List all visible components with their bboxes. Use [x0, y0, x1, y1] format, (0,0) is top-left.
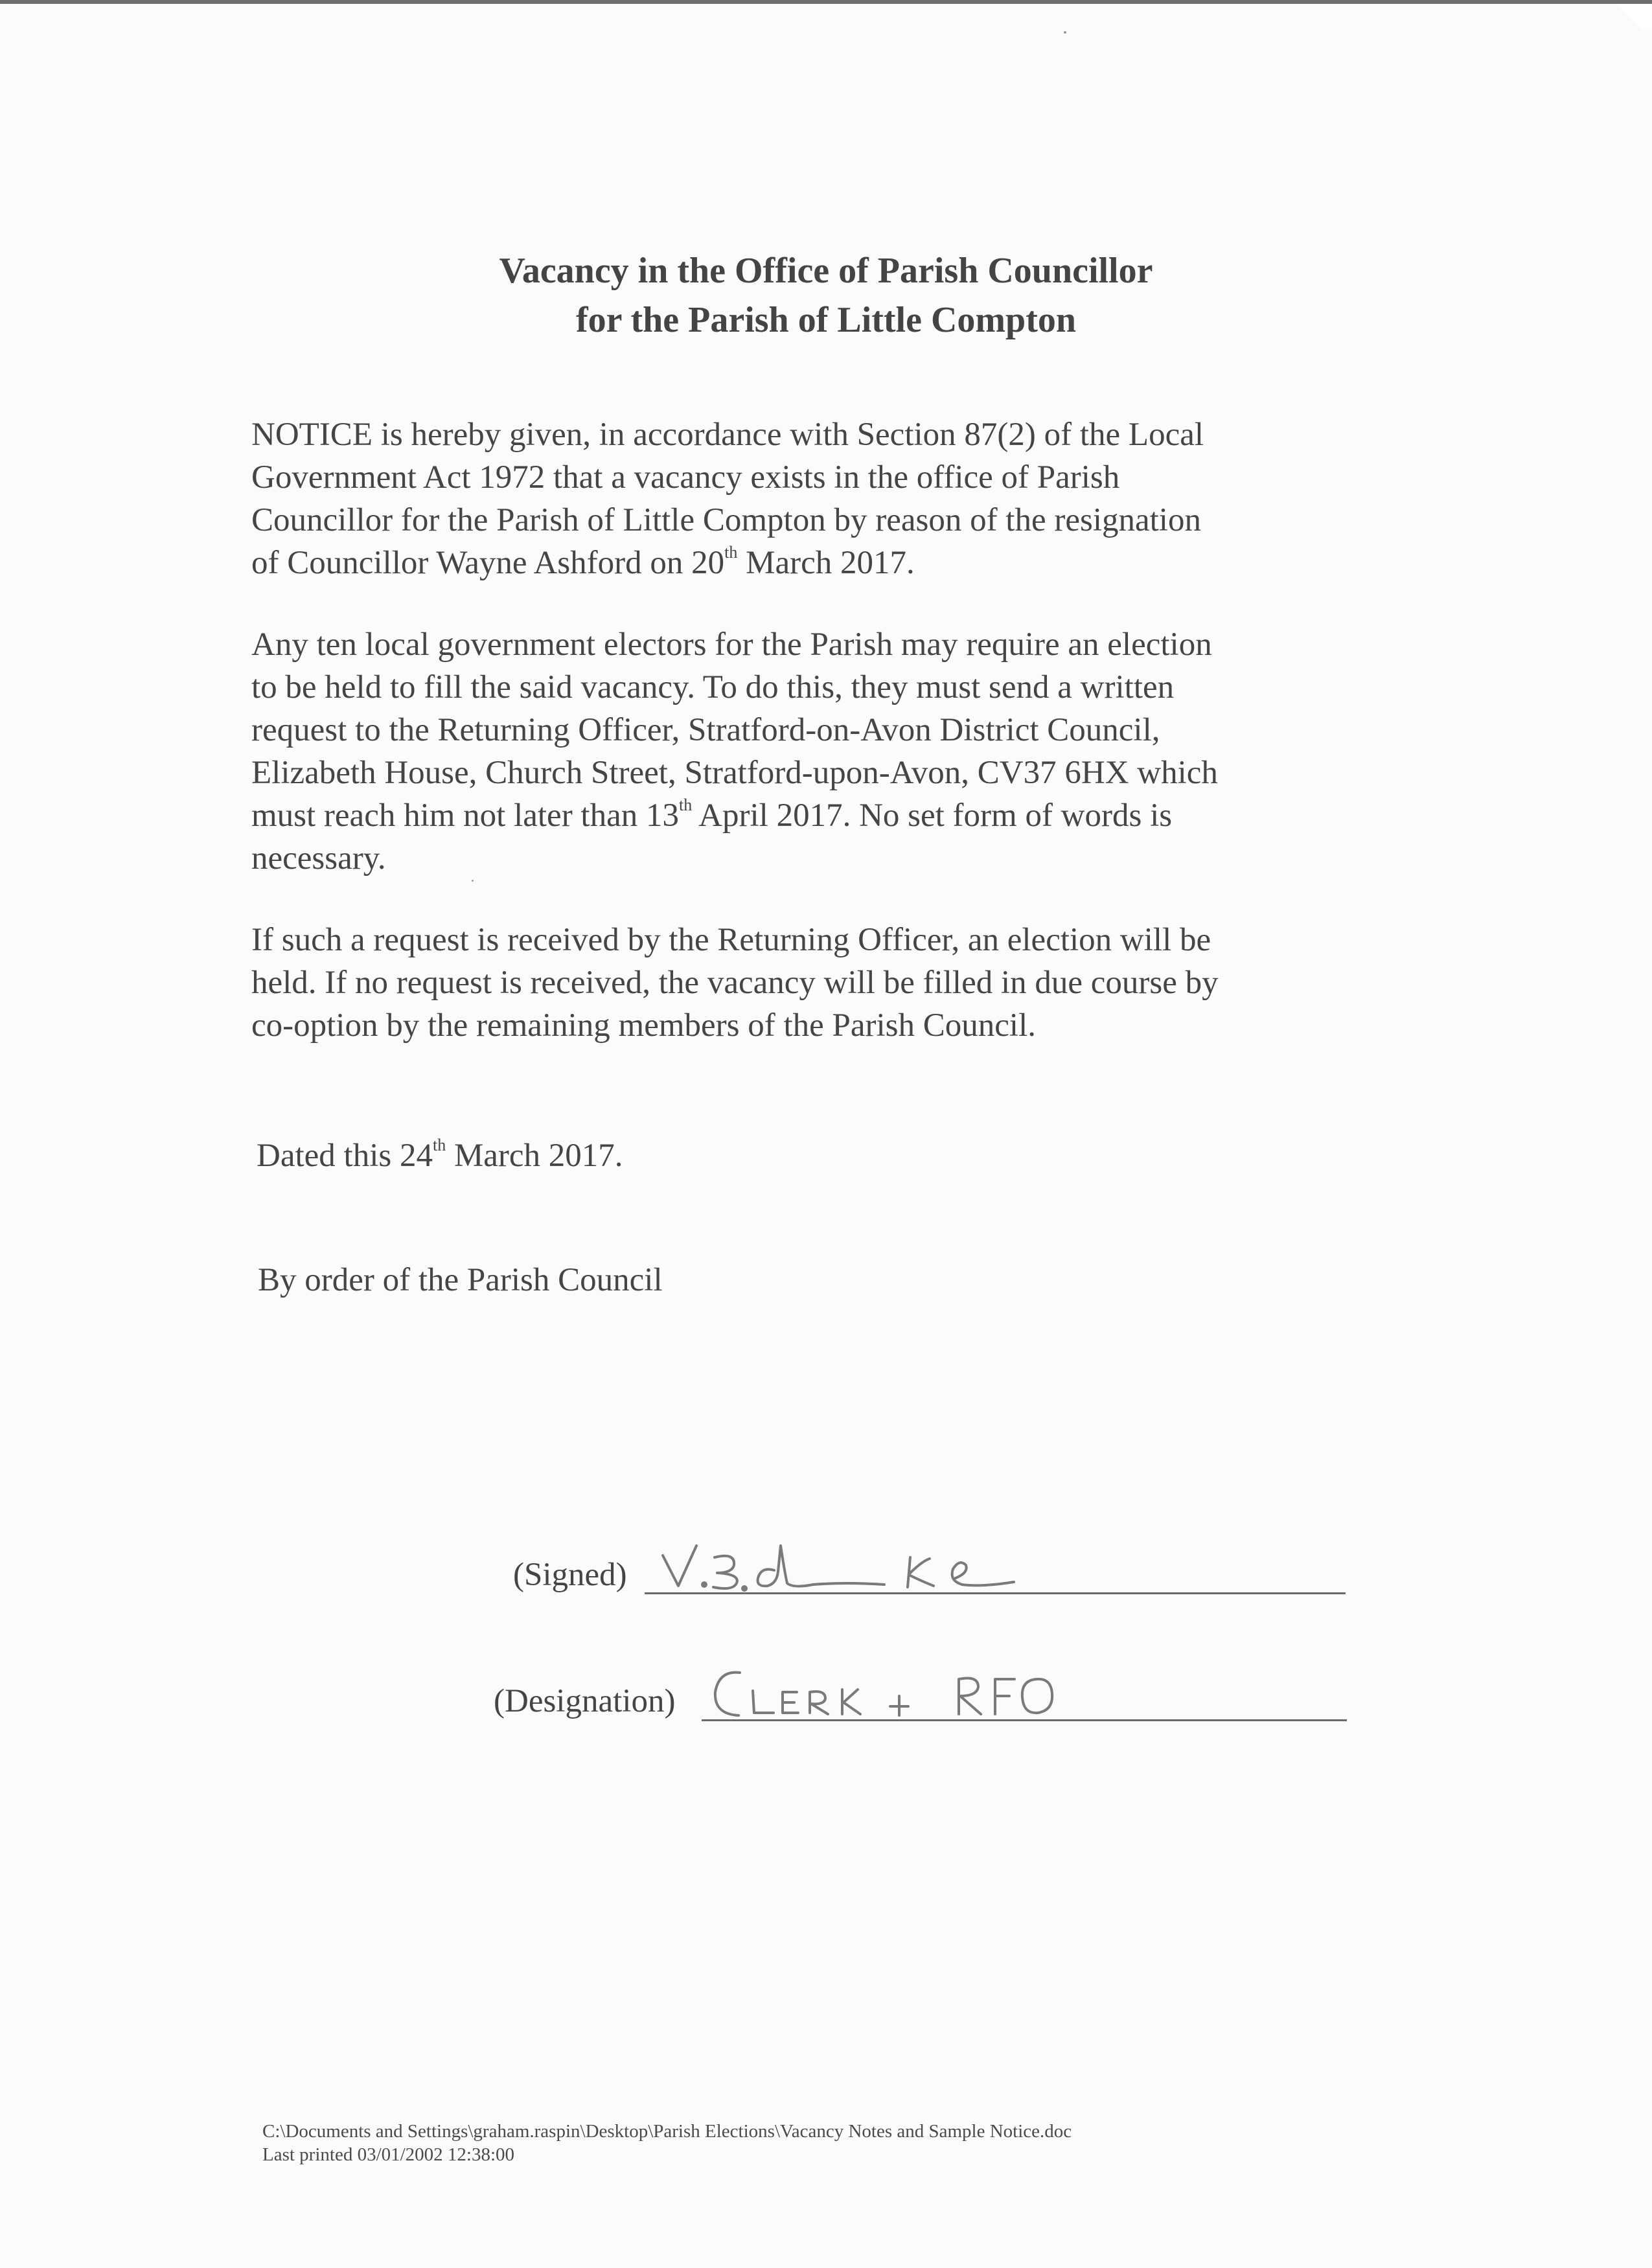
handwritten-designation	[706, 1664, 1069, 1722]
scan-speck	[1064, 31, 1066, 34]
ordinal-suffix: th	[679, 796, 693, 814]
paragraph-election-request	[251, 623, 1366, 880]
text-run: Dated this 24	[257, 1138, 433, 1174]
designation-label: (Designation)	[494, 1683, 676, 1719]
dated-line	[257, 1134, 623, 1177]
notice-title-line-1: Vacancy in the Office of Parish Councillor	[499, 251, 1153, 291]
paragraph-line: If such a request is received by the Returning Officer, an election will be	[251, 922, 1211, 958]
text-run: of Councillor Wayne Ashford on 20	[251, 545, 725, 581]
signed-label: (Signed)	[513, 1557, 627, 1593]
paragraph-notice	[251, 413, 1366, 584]
text-run: April 2017. No set form of words is	[692, 797, 1173, 834]
footer-last-printed: Last printed 03/01/2002 12:38:00	[262, 2144, 515, 2165]
text-run: March 2017.	[737, 545, 915, 581]
paragraph-line: to be held to fill the said vacancy. To do this, they must send a written	[251, 669, 1175, 705]
paragraph-line	[251, 794, 1366, 837]
footer-file-path: C:\Documents and Settings\graham.raspin\Desktop\Parish Elections\Vacancy Notes and Sample Notice.doc	[262, 2121, 1072, 2142]
paragraph-line: Councillor for the Parish of Little Compton by reason of the resignation	[251, 502, 1201, 538]
paragraph-line: co-option by the remaining members of the Parish Council.	[251, 1007, 1037, 1044]
scan-speck	[472, 880, 474, 882]
ordinal-suffix: th	[724, 543, 738, 562]
ordinal-suffix: th	[432, 1136, 446, 1154]
notice-title-line-2: for the Parish of Little Compton	[576, 300, 1076, 340]
handwritten-signature	[651, 1539, 1053, 1598]
paragraph-line: request to the Returning Officer, Stratford-on-Avon District Council,	[251, 712, 1160, 748]
text-run: must reach him not later than 13	[251, 797, 679, 834]
paragraph-line: Elizabeth House, Church Street, Stratford-upon-Avon, CV37 6HX which	[251, 755, 1218, 791]
page-corner	[1607, 4, 1652, 30]
by-order-line: By order of the Parish Council	[258, 1262, 663, 1298]
paragraph-line: held. If no request is received, the vacancy will be filled in due course by	[251, 965, 1219, 1001]
paragraph-line: NOTICE is hereby given, in accordance with Section 87(2) of the Local	[251, 417, 1204, 453]
paragraph-line: Any ten local government electors for the Parish may require an election	[251, 626, 1212, 663]
paragraph-line: Government Act 1972 that a vacancy exists in the office of Parish	[251, 459, 1120, 496]
text-run: March 2017.	[446, 1138, 623, 1174]
document-footer	[262, 2120, 1072, 2166]
paragraph-line: necessary.	[251, 840, 386, 876]
paragraph-outcome	[251, 919, 1366, 1047]
paragraph-line	[251, 542, 1366, 584]
